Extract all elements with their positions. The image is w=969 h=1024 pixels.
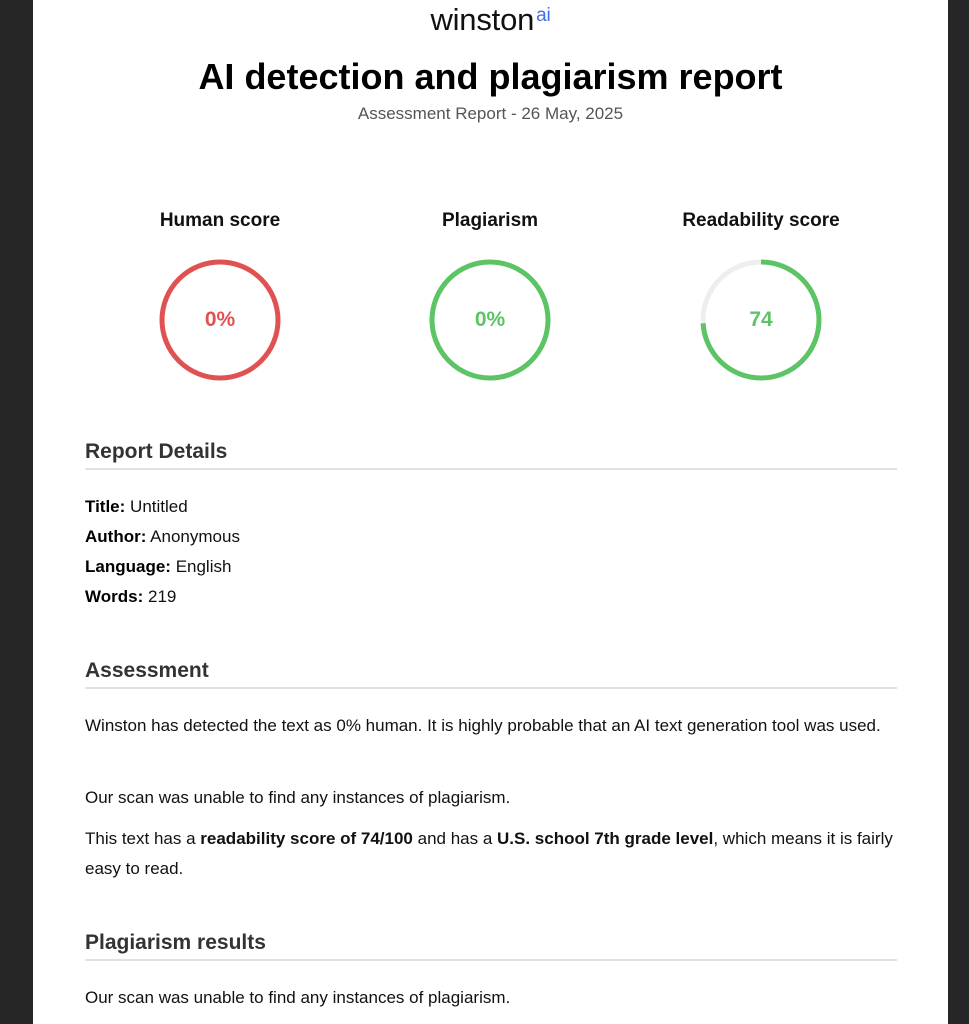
score-label: Readability score	[682, 210, 840, 231]
gauge-value: 74	[749, 308, 773, 331]
human-score-gauge	[158, 258, 282, 382]
plagiarism-score-card	[370, 208, 610, 382]
detail-label: Author:	[85, 527, 147, 546]
detail-label: Words:	[85, 587, 144, 606]
grade-level-emphasis: U.S. school 7th grade level	[497, 829, 714, 848]
detail-value: Anonymous	[150, 527, 240, 546]
human-score-card	[100, 208, 340, 382]
detail-value: Untitled	[130, 497, 188, 516]
report-subtitle: Assessment Report - 26 May, 2025	[357, 104, 624, 123]
report-details-heading: Report Details	[85, 440, 897, 470]
readability-score-emphasis: readability score of 74/100	[200, 829, 413, 848]
brand-name: winston	[430, 2, 535, 37]
detail-label: Title:	[85, 497, 126, 516]
assessment-paragraph-1: Winston has detected the text as 0% human. It is highly probable that an AI text generation tool was used.	[85, 716, 881, 735]
assessment-paragraph-2: Our scan was unable to find any instances of plagiarism.	[85, 788, 511, 807]
detail-label: Language:	[85, 557, 171, 576]
detail-language	[85, 552, 897, 582]
text-run: and has a	[412, 829, 498, 848]
text-run: This text has a	[85, 829, 201, 848]
page-title: AI detection and plagiarism report	[198, 56, 783, 97]
plagiarism-gauge	[428, 258, 552, 382]
text-run: , which means it is fairly easy to read.	[85, 829, 893, 878]
detail-value: English	[175, 557, 232, 576]
plagiarism-results-heading: Plagiarism results	[85, 931, 897, 961]
plagiarism-results-text: Our scan was unable to find any instances of plagiarism.	[85, 988, 511, 1007]
score-label: Plagiarism	[441, 210, 539, 231]
readability-score-card	[641, 208, 881, 382]
detail-author	[85, 522, 897, 552]
assessment-heading: Assessment	[85, 659, 897, 689]
detail-value: 219	[147, 587, 177, 606]
score-label: Human score	[159, 210, 281, 231]
detail-words	[85, 582, 897, 612]
winston-logo	[33, 2, 948, 38]
gauge-value: 0%	[204, 308, 236, 331]
brand-ai-suffix: ai	[536, 5, 551, 26]
detail-title	[85, 492, 897, 522]
gauge-value: 0%	[474, 308, 506, 331]
readability-gauge	[699, 258, 823, 382]
report-page	[33, 0, 948, 1024]
assessment-paragraph-3	[85, 824, 897, 884]
